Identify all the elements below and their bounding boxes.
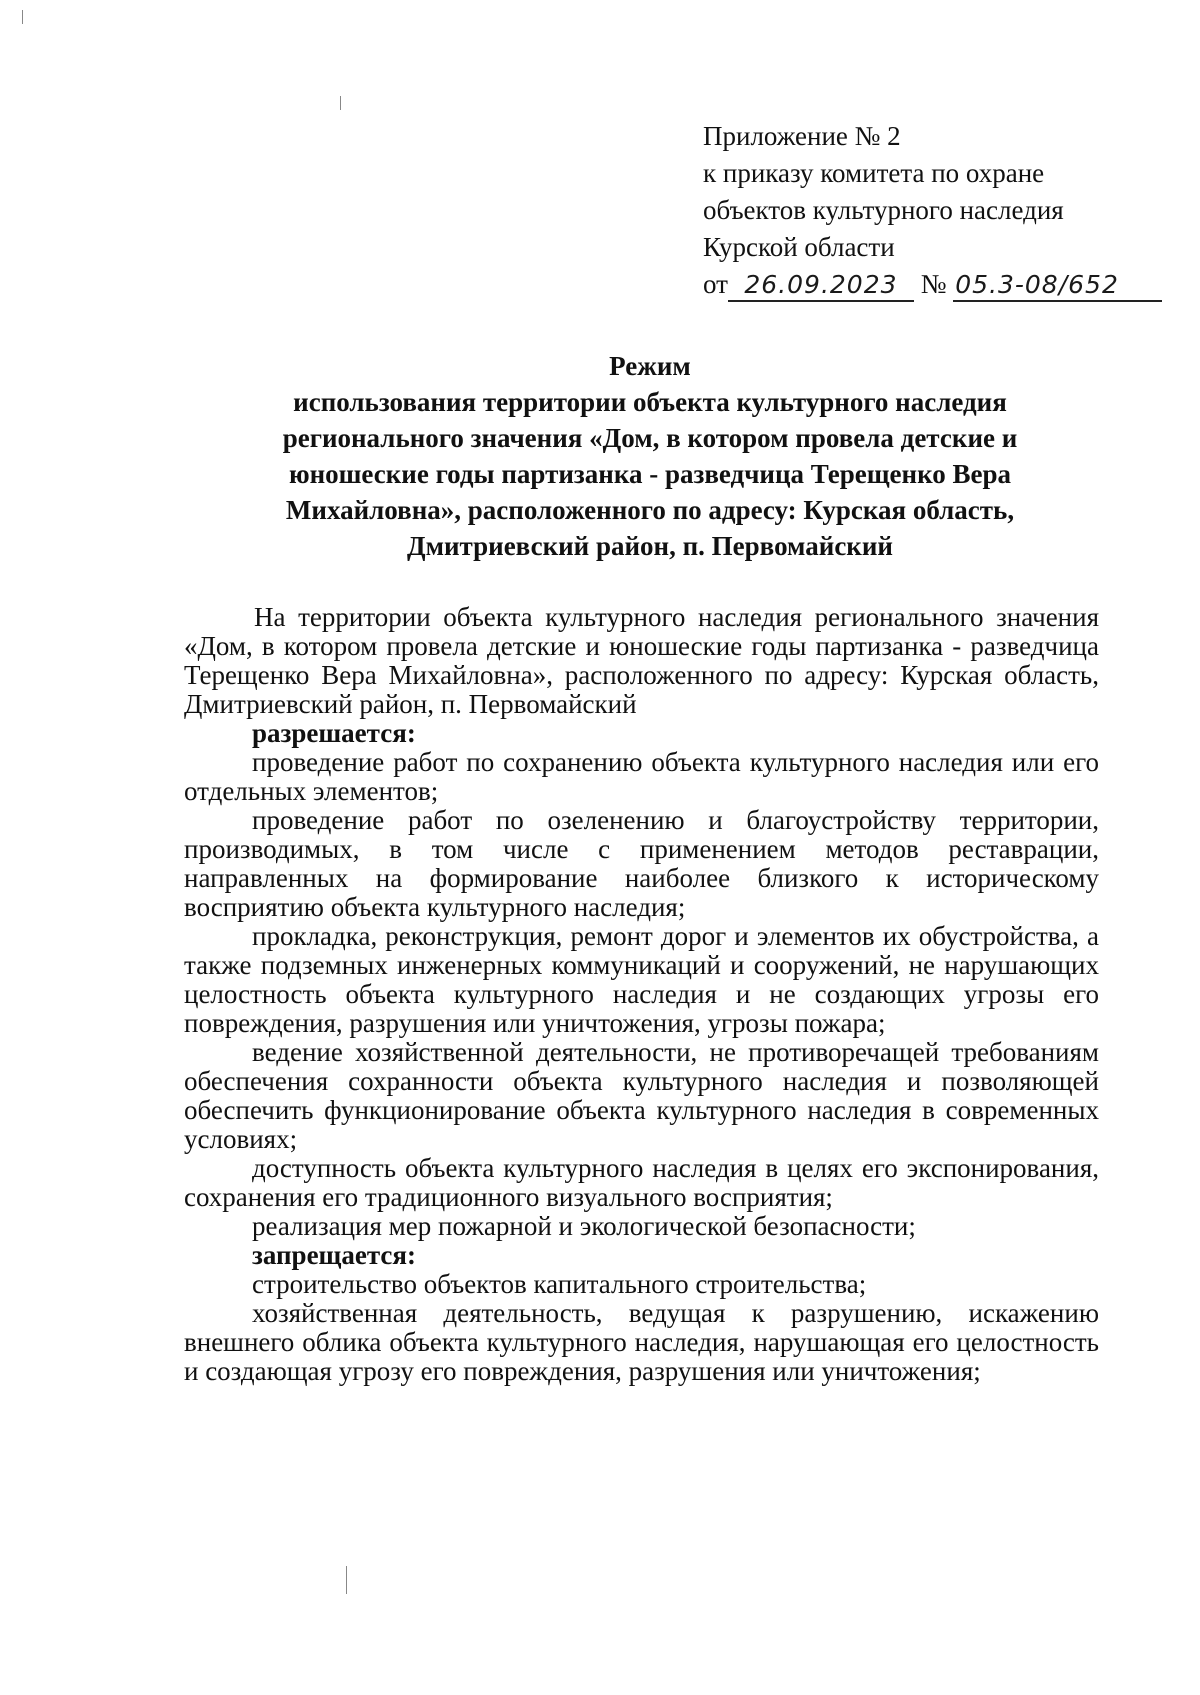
allowed-item: ведение хозяйственной деятельности, не противоречащей требованиям обеспечения сохранности объекта культурного наследия и позволяющей обеспечить функционирование объекта культурного наследия в современных условиях; [184,1037,1099,1154]
document-body [184,603,1099,1386]
order-prefix: от [703,269,728,299]
appendix-order-ref: к приказу комитета по охране [703,158,1045,188]
order-date-number-line [703,266,1173,303]
title-line: Михайловна», расположенного по адресу: Курская область, [285,495,1015,525]
order-number-handwritten: 05.3-08/652 [953,270,1162,302]
allowed-item: проведение работ по озеленению и благоустройству территории, производимых, в том числе с применением методов реставрации, направленных на формирование наиболее близкого к историческому восприятию объекта культурного наследия; [184,805,1099,922]
forbidden-item: строительство объектов капитального строительства; [252,1269,867,1299]
scan-speck [22,10,23,24]
allowed-item: прокладка, реконструкция, ремонт дорог и элементов их обустройства, а также подземных инженерных коммуникаций и сооружений, не нарушающих целостность объекта культурного наследия и не создающих угрозы его повреждения, разрушения или уничтожения, угрозы пожара; [184,921,1099,1038]
appendix-number: Приложение № 2 [703,121,901,151]
order-date-handwritten: 26.09.2023 [728,270,914,302]
allowed-item: доступность объекта культурного наследия в целях его экспонирования, сохранения его традиционного визуального восприятия; [184,1153,1099,1212]
title-line: юношеские годы партизанка - разведчица Терещенко Вера [288,459,1012,489]
allowed-item: проведение работ по сохранению объекта культурного наследия или его отдельных элементов; [184,747,1099,806]
title-line: Дмитриевский район, п. Первомайский [407,531,893,561]
document-title [200,348,1100,564]
scan-speck [346,1566,347,1594]
appendix-committee: объектов культурного наследия [703,195,1064,225]
forbidden-item: хозяйственная деятельность, ведущая к разрушению, искажению внешнего облика объекта культурного наследия, нарушающая его целостность и создающая угрозу его повреждения, разрушения или уничтожения; [184,1298,1099,1386]
title-line: использования территории объекта культурного наследия [293,387,1007,417]
scan-speck [340,96,341,110]
allowed-item: реализация мер пожарной и экологической безопасности; [252,1211,916,1241]
appendix-region: Курской области [703,232,895,262]
order-number-sign: № [920,269,947,299]
title-line: Режим [609,351,691,381]
appendix-block [703,118,1173,303]
title-line: регионального значения «Дом, в котором провела детские и [282,423,1018,453]
intro-paragraph: На территории объекта культурного наследия регионального значения «Дом, в котором провела детские и юношеские годы партизанка - разведчица Терещенко Вера Михайловна», расположенного по адресу: Курская область, Дмитриевский район, п. Первомайский [184,602,1099,719]
forbidden-heading: запрещается: [252,1240,417,1270]
allowed-heading: разрешается: [252,718,416,748]
